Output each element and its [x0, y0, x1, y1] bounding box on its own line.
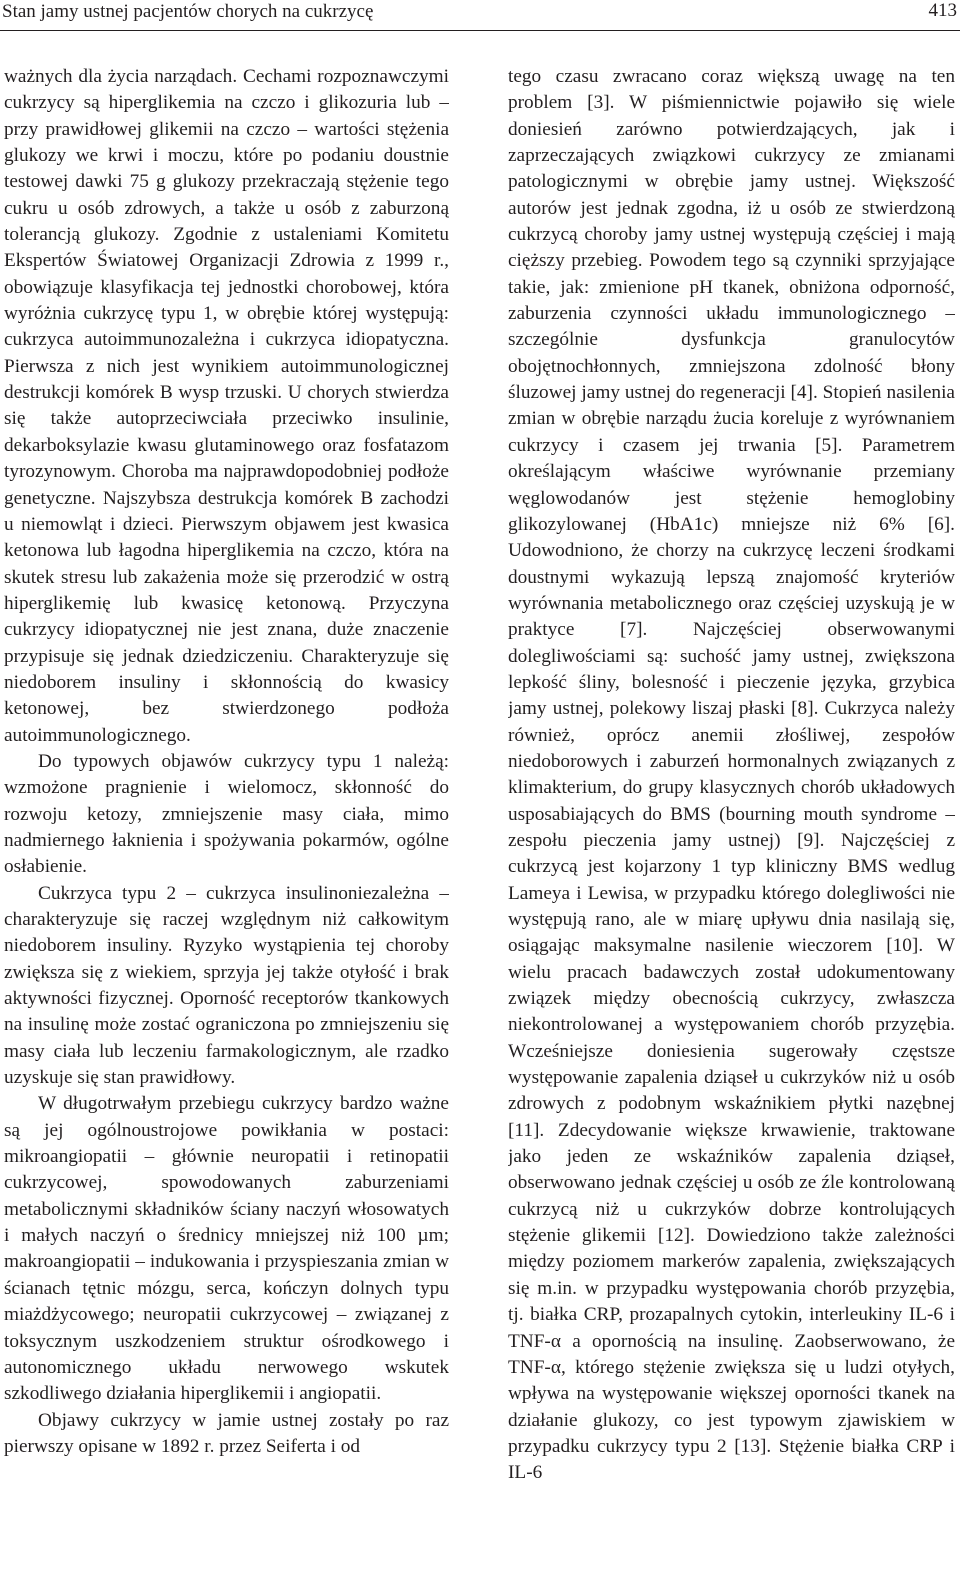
- page-number: 413: [928, 0, 957, 21]
- body-paragraph: Cukrzyca typu 2 – cukrzyca insulinoniezależna – charakteryzuje się raczej względnym niż całkowitym niedoborem insuliny. Ryzyko wystąpienia tej choroby zwiększa się z wiekiem, sprzyja jej także otyłość i brak aktywności fizycznej. Oporność receptorów tkankowych na insulinę może zostać ograniczona po zmniejszeniu się masy ciała lub leczeniu farmakologicznym, ale rzadko uzyskuje się stan prawidłowy.: [4, 882, 449, 1089]
- running-header: [0, 0, 960, 31]
- body-paragraph: Do typowych objawów cukrzycy typu 1 należą: wzmożone pragnienie i wielomocz, skłonność do rozwoju ketozy, zmniejszenie masy ciała, mimo nadmiernego łaknienia i spożywania pokarmów, ogólne osłabienie.: [4, 750, 449, 878]
- body-paragraph: Objawy cukrzycy w jamie ustnej zostały po raz pierwszy opisane w 1892 r. przez Seiferta i od: [4, 1409, 449, 1457]
- right-column: [508, 64, 955, 1564]
- running-title: Stan jamy ustnej pacjentów chorych na cukrzycę: [2, 1, 374, 22]
- left-column: [4, 64, 449, 1564]
- body-paragraph: W długotrwałym przebiegu cukrzycy bardzo ważne są jej ogólnoustrojowe powikłania w postaci: mikroangiopatii – głównie neuropatii i retinopatii cukrzycowej, spowodowanych zaburzeniami metabolicznymi składników ściany naczyń włosowatych i małych naczyń o średnicy mniejszej niż 100 µm; makroangiopatii – indukowania i przyspieszania zmian w ścianach tętnic mózgu, serca, kończyn dolnych typu miażdżycowego; neuropatii cukrzycowej – związanej z toksycznym uszkodzeniem struktur ośrodkowego i autonomicznego układu nerwowego wskutek szkodliwego działania hiperglikemii i angiopatii.: [4, 1093, 449, 1405]
- body-paragraph: ważnych dla życia narządach. Cechami rozpoznawczymi cukrzycy są hiperglikemia na czczo i glikozuria lub – przy prawidłowej glikemii na czczo – wartości stężenia glukozy we krwi i moczu, które po podaniu doustnie testowej dawki 75 g glukozy przekraczają stężenie tego cukru u osób zdrowych, a także u osób z zaburzoną tolerancją glukozy. Zgodnie z ustaleniami Komitetu Ekspertów Światowej Organizacji Zdrowia z 1999 r., obowiązuje klasyfikacja tej jednostki chorobowej, która wyróżnia cukrzycę typu 1, w obrębie której występują: cukrzyca autoimmunozależna i cukrzyca idiopatyczna. Pierwsza z nich jest wynikiem autoimmunologicznej destrukcji komórek B wysp trzuski. U chorych stwierdza się także autoprzeciwciała przeciwko insulinie, dekarboksylazie kwasu glutaminowego oraz fosfatazom tyrozynowym. Choroba ma najprawdopodobniej podłoże genetyczne. Najszybsza destrukcja komórek B zachodzi u niemowląt i dzieci. Pierwszym objawem jest kwasica ketonowa lub łagodna hiperglikemia na czczo, która na skutek stresu lub zakażenia może się przerodzić w ostrą hiperglikemię lub kwasicę ketonową. Przyczyna cukrzycy idiopatycznej nie jest znana, duże znaczenie przypisuje się jednak dziedziczeniu. Charakteryzuje się niedoborem insuliny i skłonnością do kwasicy ketonowej, bez stwierdzonego podłoża autoimmunologicznego.: [4, 66, 449, 746]
- body-paragraph: tego czasu zwracano coraz większą uwagę na ten problem [3]. W piśmiennictwie pojawiło się wiele doniesień zarówno potwierdzających, jak i zaprzeczających związkowi cukrzycy ze zmianami patologicznymi w obrębie jamy ustnej. Większość autorów jest jednak zgodna, iż u osób ze stwierdzoną cukrzycą choroby jamy ustnej występują częściej i mają cięższy przebieg. Powodem tego są czynniki sprzyjające takie, jak: zmienione pH tkanek, obniżona odporność, zaburzenia czynności układu immunologicznego – szczególnie dysfunkcja granulocytów obojętnochłonnych, zmniejszona zdolność błony śluzowej jamy ustnej do regeneracji [4]. Stopień nasilenia zmian w obrębie narządu żucia koreluje z wyrównaniem cukrzycy i czasem jej trwania [5]. Parametrem określającym właściwe wyrównanie przemiany węglowodanów jest stężenie hemoglobiny glikozylowanej (HbA1c) mniejsze niż 6% [6]. Udowodniono, że chorzy na cukrzycę leczeni środkami doustnymi wykazują lepszą znajomość kryteriów wyrównania metabolicznego oraz częściej uzyskują je w praktyce [7]. Najczęściej obserwowanymi dolegliwościami są: suchość jamy ustnej, zwiększona lepkość śliny, bolesność i pieczenie języka, grzybica jamy ustnej, polekowy liszaj płaski [8]. Cukrzyca należy również, oprócz anemii złośliwej, zespołów niedoborowych i zaburzeń hormonalnych związanych z klimakterium, do grupy klasycznych chorób układowych usposabiających do BMS (bourning mouth syndrome – zespołu pieczenia jamy ustnej) [9]. Najczęściej z cukrzycą jest kojarzony 1 typ kliniczny BMS wedlug Lameya i Lewisa, w przypadku którego dolegliwości nie występują rano, ale w miarę upływu dnia nasilają się, osiągając maksymalne nasilenie wieczorem [10]. W wielu pracach badawczych został udokumentowany związek między obecnością cukrzycy, zwłaszcza niekontrolowanej a występowaniem chorób przyzębia. Wcześniejsze doniesienia sugerowały częstsze występowanie zapalenia dziąseł u cukrzyków niż u osób zdrowych z podobnym wskaźnikiem płytki nazębnej [11]. Zdecydowanie większe krwawienie, traktowane jako jeden ze wskaźników zapalenia dziąseł, obserwowano jednak częściej u osób ze źle kontrolowaną cukrzycą niż u cukrzyków dobrze kontrolujących stężenie glikemii [12]. Dowiedziono także zależności między poziomem markerów zapalenia, zwiększających się m.in. w przypadku występowania chorób przyzębia, tj. białka CRP, prozapalnych cytokin, interleukiny IL-6 i TNF-α a opornością na insulinę. Zaobserwowano, że TNF-α, którego stężenie zwiększa się u ludzi otyłych, wpływa na występowanie większej oporności tkanek na działanie glukozy, co jest typowym zjawiskiem w przypadku cukrzycy typu 2 [13]. Stężenie białka CRP i IL-6: [508, 66, 955, 1484]
